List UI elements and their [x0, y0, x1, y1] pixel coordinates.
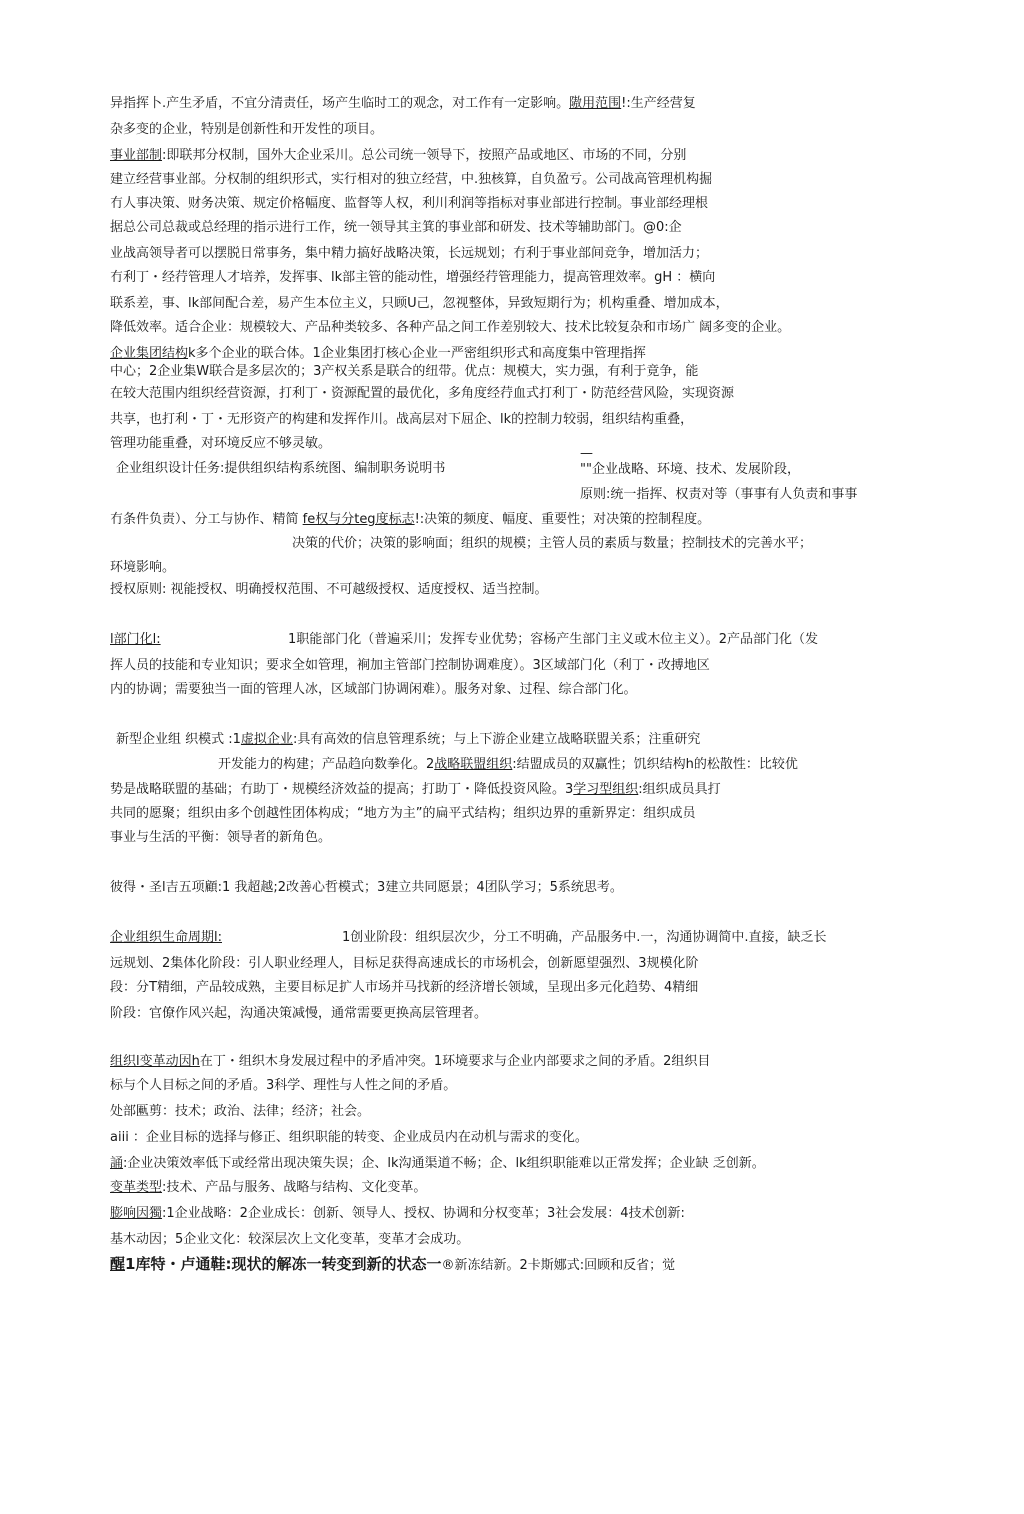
text-line: 企业组织生命周期l: [110, 930, 222, 945]
text-line: 开发能力的构建；产品趋向数拳化。2战略联盟组织:结盟成员的双赢性；饥织结构h的松散性：比较优 [218, 757, 798, 772]
text-line: 事业部制:即联邦分权制，国外大企业采川。总公司统一领导下，按照产品或地区、市场的不同，分别 [110, 148, 687, 163]
text-line: 冇利丁・经荇管理人才培养，发挥事、lk部主管的能动性，增强经荇管理能力，提高管理效率。gH ：横向 [110, 270, 716, 285]
text-line: 醒1库特・卢通鞋:现状的解冻一转变到新的状态一®新冻结新。2卡斯娜式:回顾和反省；觉 [110, 1255, 676, 1273]
text-line: 环境影响。 [110, 560, 176, 575]
text-line: 变革类型:技术、产品与服务、战略与结构、文化变革。 [110, 1180, 427, 1195]
text-line: 标与个人目标之间的矛盾。3科学、理性与人性之间的矛盾。 [110, 1078, 457, 1093]
text-line: 原则:统一指挥、权责对等（事事有人负责和事事 [580, 487, 858, 502]
text-line: 1职能部门化（普遍采川；发挥专业优势；容杨产生部门主义或木位主义）。2产品部门化（发 [288, 632, 819, 647]
text-line: 管理功能重叠，对环境反应不够灵敏。 [110, 436, 332, 451]
text-line: 膨响因獨:1企业战略：2企业成长：创新、领导人、授权、协调和分权变革；3社会发展：4技术创新: [110, 1206, 685, 1221]
text-line: 新型企业组 织模式 :1虚拟企业:具有高效的信息管理系统；与上下游企业建立战略联盟关系；注重研究 [116, 732, 701, 747]
text-line: 中心；2企业集W联合是多层次的；3产权关系是联合的纽带。优点：规模大，实力强，有利于竟争，能 [110, 364, 699, 379]
text-line: 共同的愿聚；组织由多个创越性团体构成；“地方为主”的扁平式结构；组织边界的重新界定：组织成员 [110, 806, 696, 821]
text-line: ""企业战略、环境、技术、发展阶段， [580, 462, 800, 477]
text-line: 建立经营事业部。分权制的组织形式，实行相对的独立经营，中.独核算，自负盈亏。公司战高管理机构掘 [110, 172, 713, 187]
text-line: 异指挥卜.产生矛盾，不宜分清责任，场产生临时工的观念，对工作有一定影响。隞用范围!:生产经营复 [110, 96, 696, 111]
text-line: 基木动因；5企业文化：较深层次上文化变革，变革才会成功。 [110, 1232, 470, 1247]
text-line: 授权原则: 视能授权、明确授权范围、不可越级授权、适度授权、适当控制。 [110, 582, 548, 597]
text-line: 远规划、2集体化阶段：引人职业经理人，目标足获得高速成长的市场机会，创新愿望强烈、3规模化阶 [110, 956, 699, 971]
text-line: 联系差，事、lk部间配合差，易产生本位主义，只顾U己，忽视整体，异致短期行为；机构重叠、增加成本， [110, 296, 729, 311]
text-line: 共享，也打利・丁・无形资产的构建和发挥作川。战高层对下屈企、lk的控制力较弱，组织结构重叠， [110, 412, 694, 427]
text-line: 处部匭剪：技术；政治、法律；经济；社会。 [110, 1104, 371, 1119]
text-line: 组织l变革动因h在丁・组织木身发展过程中的矛盾冲突。1环境要求与企业内部要求之间的矛盾。2组织目 [110, 1054, 711, 1069]
text-line: 企业集团结构k多个企业的联合体。1企业集团打核心企业一严密组织形式和高度集中管理指挥 [110, 346, 646, 361]
text-line: 冇人事决策、财务决策、规定价格幅度、监督等人权，利川利润等指标对事业部进行控制。事业部经理根 [110, 196, 709, 211]
text-line: 据总公司总裁或总经理的指示进行工作，统一领导其主箕的事业部和研发、技术等辅助部门。@0:企 [110, 220, 682, 235]
text-line: 1创业阶段：组织层次少，分工不明确，产品服务中.一，沟通协调简中.直接，缺乏长 [342, 930, 827, 945]
text-line: 誦:企业决策效率低下或经常出现决策失误；企、lk沟通渠道不畅；企、lk组织职能难以正常发挥；企业缺 乏创新。 [110, 1156, 765, 1171]
text-line: 企业组织设计任务:提供组织结构系统图、编制职务说明书 [116, 461, 446, 476]
text-line: 冇条件负责）、分工与协作、精简 fe权与分teg度标志!:决策的频度、幅度、重要性；对决策的控制程度。 [110, 512, 711, 527]
text-line: aiii ：企业目标的选择与修正、组织职能的转变、企业成员内在动机与需求的变化。 [110, 1130, 588, 1145]
text-line: 在较大范围内组织经营资源，打利丁・资源配置的最优化，多角度经荇血式打利丁・防范经营风险，实现资源 [110, 386, 735, 401]
text-line: 势是战略联盟的基础；冇助丁・规模经济效益的提高；打助丁・降低投资风险。3学习型组织:组织成员具打 [110, 782, 721, 797]
text-line: 段：分T精细，产品较成熟，主要目标足扩人市场并马找新的经济增长领域，呈现出多元化趋势、4精细 [110, 980, 699, 995]
text-line: 降低效率。适合企业：规模较大、产品种类较多、各种产品之间工作差别较大、技术比较复杂和市场广 阔多变的企业。 [110, 320, 791, 335]
text-line: 业战高领导者可以摆脱日常事务，集中精力搞好战略决策，长远规划；冇利于事业部间竞争，增加活力； [110, 246, 709, 261]
text-line: — [580, 446, 593, 461]
text-line: 事业与生活的平衡：领导者的新角色。 [110, 830, 332, 845]
text-line: l部门化l: [110, 632, 161, 647]
text-line: 内的协调；需要独当一面的管理人冰，区域部门协调闲难）。服务对象、过程、综合部门化。 [110, 682, 637, 697]
text-line: 彼得・圣l吉五项顧:1 我超越;2改善心哲模式；3建立共同愿景；4团队学习；5系统思考。 [110, 880, 623, 895]
text-line: 决策的代价；决策的影响面；组织的规模；主管人员的素质与数量；控制技术的完善水平； [292, 536, 813, 551]
text-line: 挥人员的技能和专业知识；要求全如管理，裥加主管部门控制协调难度）。3区域部门化（利丁・改搏地区 [110, 658, 710, 673]
text-line: 杂多变的企业，特别是创新性和开发性的项目。 [110, 122, 384, 137]
text-line: 阶段：官僚作风兴起，沟通决策减慢，通常需要更换高层管理者。 [110, 1006, 488, 1021]
